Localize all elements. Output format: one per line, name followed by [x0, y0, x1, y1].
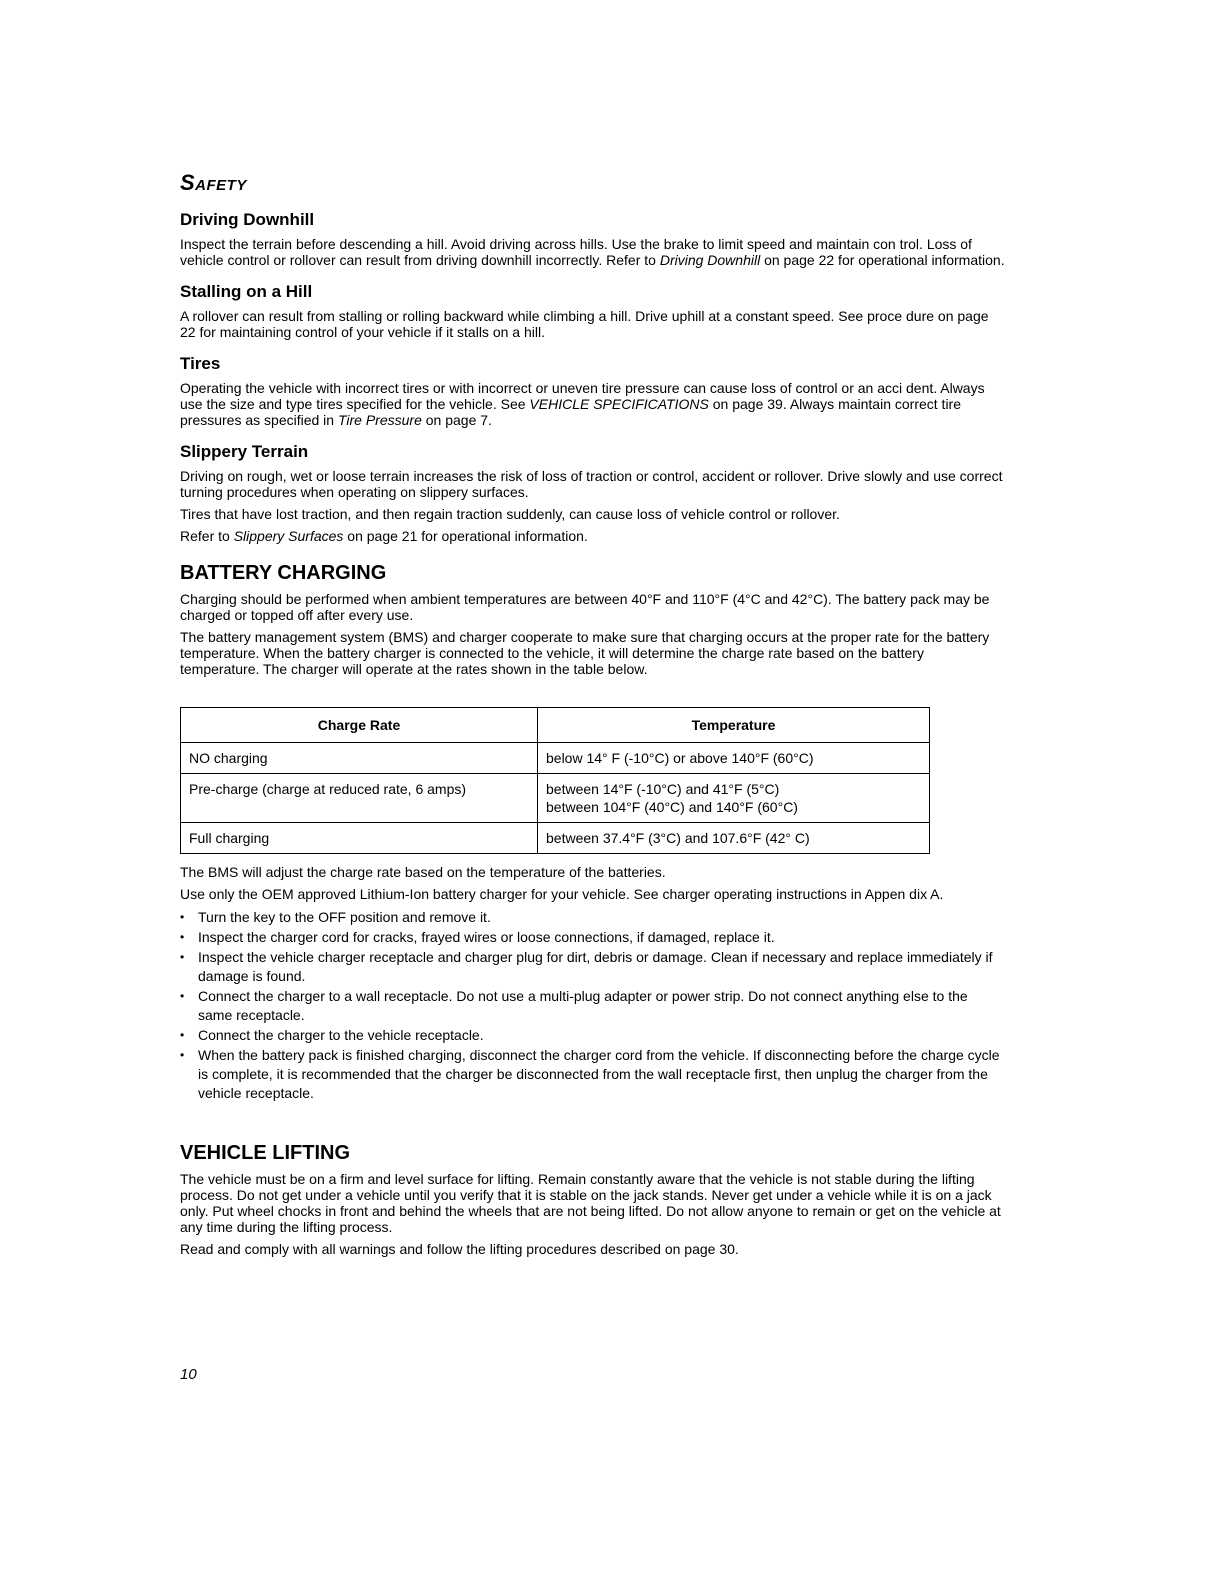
charging-steps-list — [180, 908, 1005, 1103]
ref-tire-pressure: Tire Pressure — [337, 412, 422, 428]
heading-slippery-terrain: Slippery Terrain — [180, 442, 309, 461]
document-page — [180, 170, 1005, 1263]
ref-driving-downhill: Driving Downhill — [659, 252, 761, 268]
paragraph-lifting-1: The vehicle must be on a firm and level surface for lifting. Remain constantly aware that the vehicle is not stable during the lifting process. Do not get under a vehicle until you verify that it is stable on the jack stands. Never get under a vehicle while it is on a jack only. Put wheel chocks in front and behind the wheels that are not being lifted. Do not allow anyone to remain or get on the vehicle at any time during the lifting process. — [180, 1171, 1001, 1235]
table-cell-temperature: below 14° F (-10°C) or above 140°F (60°C) — [538, 743, 930, 774]
table-cell-temperature: between 14°F (-10°C) and 41°F (5°C) between 104°F (40°C) and 140°F (60°C) — [538, 774, 930, 823]
table-cell-temperature: between 37.4°F (3°C) and 107.6°F (42° C) — [538, 823, 930, 854]
table-header-temperature: Temperature — [538, 708, 930, 743]
paragraph-lifting-2: Read and comply with all warnings and follow the lifting procedures described on page 30. — [180, 1241, 739, 1257]
table-row — [181, 774, 930, 823]
list-item: • Connect the charger to the vehicle receptacle. — [180, 1026, 1005, 1045]
list-item: • Connect the charger to a wall receptacle. Do not use a multi-plug adapter or power strip. Do not connect anything else to the same receptacle. — [180, 987, 1005, 1025]
table-row — [181, 823, 930, 854]
heading-stalling: Stalling on a Hill — [180, 282, 313, 301]
paragraph-battery-3: The BMS will adjust the charge rate based on the temperature of the batteries. — [180, 864, 666, 880]
paragraph-slippery-1: Driving on rough, wet or loose terrain increases the risk of loss of traction or control, accident or rollover. Drive slowly and use correct turning procedures when operating on slippery surfaces. — [180, 468, 1003, 500]
paragraph-driving-downhill: Inspect the terrain before descending a hill. Avoid driving across hills. Use the brake to limit speed and maintain con trol. Loss of vehicle control or rollover can result from driving downhill incorrectly. Refer to Driving Downhill on page 22 for operational information. — [180, 236, 1005, 268]
paragraph-slippery-2: Tires that have lost traction, and then regain traction suddenly, can cause loss of vehicle control or rollover. — [180, 506, 840, 522]
section-title: Safety — [180, 170, 247, 195]
list-item: • Inspect the charger cord for cracks, frayed wires or loose connections, if damaged, replace it. — [180, 928, 1005, 947]
table-cell-rate: Pre-charge (charge at reduced rate, 6 amps) — [181, 774, 538, 823]
paragraph-battery-1: Charging should be performed when ambient temperatures are between 40°F and 110°F (4°C and 42°C). The battery pack may be charged or topped off after every use. — [180, 591, 990, 623]
heading-tires: Tires — [180, 354, 221, 373]
ref-slippery-surfaces: Slippery Surfaces — [233, 528, 344, 544]
heading-battery-charging: BATTERY CHARGING — [180, 562, 387, 584]
charge-rate-table — [180, 707, 930, 854]
paragraph-slippery-3: Refer to Slippery Surfaces on page 21 for operational information. — [180, 528, 588, 544]
paragraph-stalling: A rollover can result from stalling or rolling backward while climbing a hill. Drive uphill at a constant speed. See proce dure on page 22 for maintaining control of your vehicle if it stalls on a hill. — [180, 308, 989, 340]
table-cell-rate: NO charging — [181, 743, 538, 774]
table-row — [181, 743, 930, 774]
list-item: • Turn the key to the OFF position and remove it. — [180, 908, 1005, 927]
heading-vehicle-lifting: VEHICLE LIFTING — [180, 1142, 350, 1164]
ref-vehicle-specifications: VEHICLE SPECIFICATIONS — [529, 396, 709, 412]
paragraph-tires: Operating the vehicle with incorrect tires or with incorrect or uneven tire pressure can cause loss of control or an acci dent. Always use the size and type tires specified for the vehicle. See VEHICLE SPECIFICATIONS on page 39. Always maintain correct tire pressures as specified in Tire Pressure on page 7. — [180, 380, 985, 428]
list-item: • When the battery pack is finished charging, disconnect the charger cord from the vehicle. If disconnecting before the charge cycle is complete, it is recommended that the charger be disconnected from the wall receptacle first, then unplug the charger from the vehicle receptacle. — [180, 1046, 1005, 1103]
table-header-charge-rate: Charge Rate — [181, 708, 538, 743]
table-cell-rate: Full charging — [181, 823, 538, 854]
list-item: • Inspect the vehicle charger receptacle and charger plug for dirt, debris or damage. Clean if necessary and replace immediately if damage is found. — [180, 948, 1005, 986]
heading-driving-downhill: Driving Downhill — [180, 210, 315, 229]
table-header-row — [181, 708, 930, 743]
paragraph-battery-2: The battery management system (BMS) and charger cooperate to make sure that charging occurs at the proper rate for the battery temperature. When the battery charger is connected to the vehicle, it will determine the charge rate based on the battery temperature. The charger will operate at the rates shown in the table below. — [180, 629, 990, 677]
page-number: 10 — [180, 1366, 197, 1383]
paragraph-battery-4: Use only the OEM approved Lithium-Ion battery charger for your vehicle. See charger operating instructions in Appen dix A. — [180, 886, 944, 902]
